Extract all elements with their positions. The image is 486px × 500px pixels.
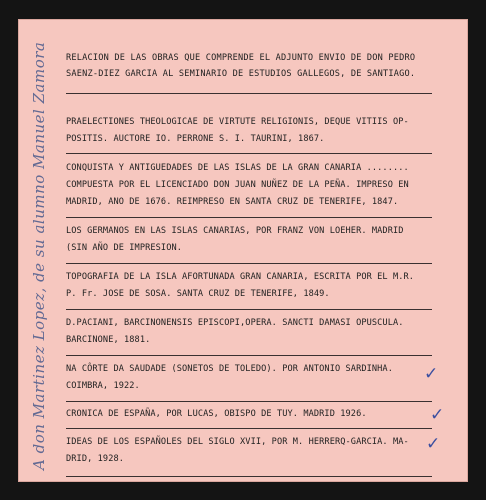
handwritten-dedication: A don Martinez Lopez, de su alumno Manuel Zamora xyxy=(30,41,48,470)
checkmark-icon: ✓ xyxy=(430,405,445,425)
entry-rule xyxy=(66,476,432,477)
entry-7: CRONICA DE ESPAÑA, POR LUCAS, OBISPO DE TUY. MADRID 1926. xyxy=(66,409,367,419)
entry-rule xyxy=(66,263,432,264)
entry-rule xyxy=(66,153,432,154)
entry-rule xyxy=(66,355,432,356)
document-header: RELACION DE LAS OBRAS QUE COMPRENDE EL ADJUNTO ENVIO DE DON PEDRO SAENZ-DIEZ GARCIA AL SEMINARIO DE ESTUDIOS GALLEGOS, DE SANTIAGO. xyxy=(66,53,416,79)
entry-5: D.PACIANI, BARCINONENSIS EPISCOPI,OPERA. SANCTI DAMASI OPUSCULA. BARCINONE, 1881. xyxy=(66,318,404,345)
entry-6: NA CÔRTE DA SAUDADE (SONETOS DE TOLEDO). POR ANTONIO SARDINHA. COIMBRA, 1922. xyxy=(66,364,393,391)
header-rule xyxy=(66,93,432,94)
entry-rule xyxy=(66,401,432,402)
checkmark-icon: ✓ xyxy=(426,434,441,454)
entry-8: IDEAS DE LOS ESPAÑOLES DEL SIGLO XVII, POR M. HERRERQ-GARCIA. MA- DRID, 1928. xyxy=(66,437,409,464)
entry-rule xyxy=(66,217,432,218)
entry-4: TOPOGRAFIA DE LA ISLA AFORTUNADA GRAN CANARIA, ESCRITA POR EL M.R. P. Fr. JOSE DE SOSA. SANTA CRUZ DE TENERIFE, 1849. xyxy=(66,272,415,299)
entry-rule xyxy=(66,428,432,429)
entry-rule xyxy=(66,309,432,310)
entry-2: CONQUISTA Y ANTIGUEDADES DE LAS ISLAS DE LA GRAN CANARIA ........ COMPUESTA POR EL LICENCIADO DON JUAN NUÑEZ DE LA PEÑA. IMPRESO EN MADRID, ANO DE 1676. REIMPRESO EN SANTA CRUZ DE TENERIFE, 1847. xyxy=(66,163,409,207)
checkmark-icon: ✓ xyxy=(424,364,439,384)
entry-1: PRAELECTIONES THEOLOGICAE DE VIRTUTE RELIGIONIS, DEQUE VITIIS OP- POSITIS. AUCTORE IO. PERRONE S. I. TAURINI, 1867. xyxy=(66,117,409,144)
entry-3: LOS GERMANOS EN LAS ISLAS CANARIAS, POR FRANZ VON LOEHER. MADRID (SIN AÑO DE IMPRESION. xyxy=(66,226,404,253)
